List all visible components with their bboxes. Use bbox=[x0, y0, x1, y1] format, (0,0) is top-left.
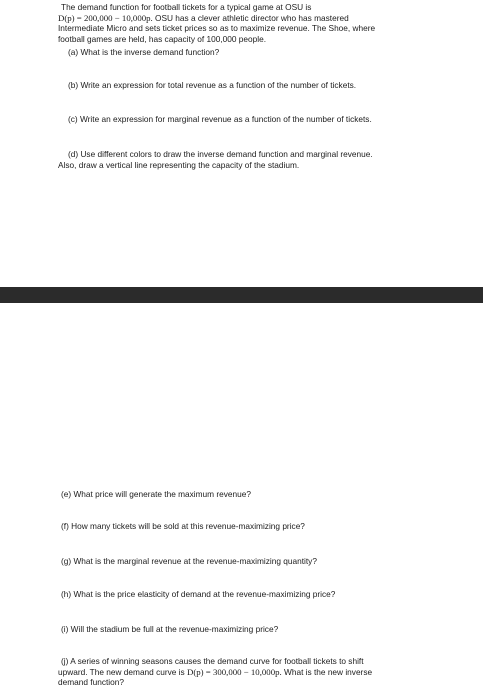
question-j bbox=[58, 656, 428, 688]
intro-line-3: Intermediate Micro and sets ticket prices so as to maximize revenue. The Shoe, where bbox=[58, 23, 376, 34]
question-b: (b) Write an expression for total revenue as a function of the number of tickets. bbox=[68, 80, 357, 90]
question-d-line-2: Also, draw a vertical line representing the capacity of the stadium. bbox=[58, 159, 300, 170]
question-j-line-3: demand function? bbox=[58, 677, 124, 688]
question-h: (h) What is the price elasticity of demand at the revenue-maximizing price? bbox=[61, 589, 336, 599]
question-f: (f) How many tickets will be sold at this revenue-maximizing price? bbox=[61, 521, 305, 531]
intro-line-4: football games are held, has capacity of 100,000 people. bbox=[58, 33, 267, 44]
question-j-line-2-tail: What is the new inverse bbox=[281, 666, 373, 677]
new-demand-function: D(p) = 300,000 − 10,000p. bbox=[186, 666, 282, 677]
question-j-line-1: (j) A series of winning seasons causes the demand curve for football tickets to shift bbox=[61, 656, 364, 666]
intro-line-2 bbox=[58, 13, 418, 24]
intro-line-2-text: OSU has a clever athletic director who has mastered bbox=[152, 12, 349, 23]
question-c: (c) Write an expression for marginal revenue as a function of the number of tickets. bbox=[68, 114, 372, 124]
question-j-line-2-text: upward. The new demand curve is bbox=[58, 666, 187, 677]
question-i: (i) Will the stadium be full at the revenue-maximizing price? bbox=[61, 624, 279, 634]
intro-line-1: The demand function for football tickets for a typical game at OSU is bbox=[61, 2, 312, 12]
page-divider bbox=[0, 287, 483, 303]
demand-function: D(p) = 200,000 − 10,000p. bbox=[58, 12, 153, 23]
question-j-line-2 bbox=[58, 667, 428, 678]
question-g: (g) What is the marginal revenue at the revenue-maximizing quantity? bbox=[61, 556, 317, 566]
question-d bbox=[58, 149, 428, 170]
question-e: (e) What price will generate the maximum revenue? bbox=[61, 489, 251, 499]
problem-intro bbox=[58, 2, 418, 44]
question-a: (a) What is the inverse demand function? bbox=[68, 47, 220, 57]
question-d-line-1: (d) Use different colors to draw the inverse demand function and marginal revenue. bbox=[68, 149, 373, 159]
